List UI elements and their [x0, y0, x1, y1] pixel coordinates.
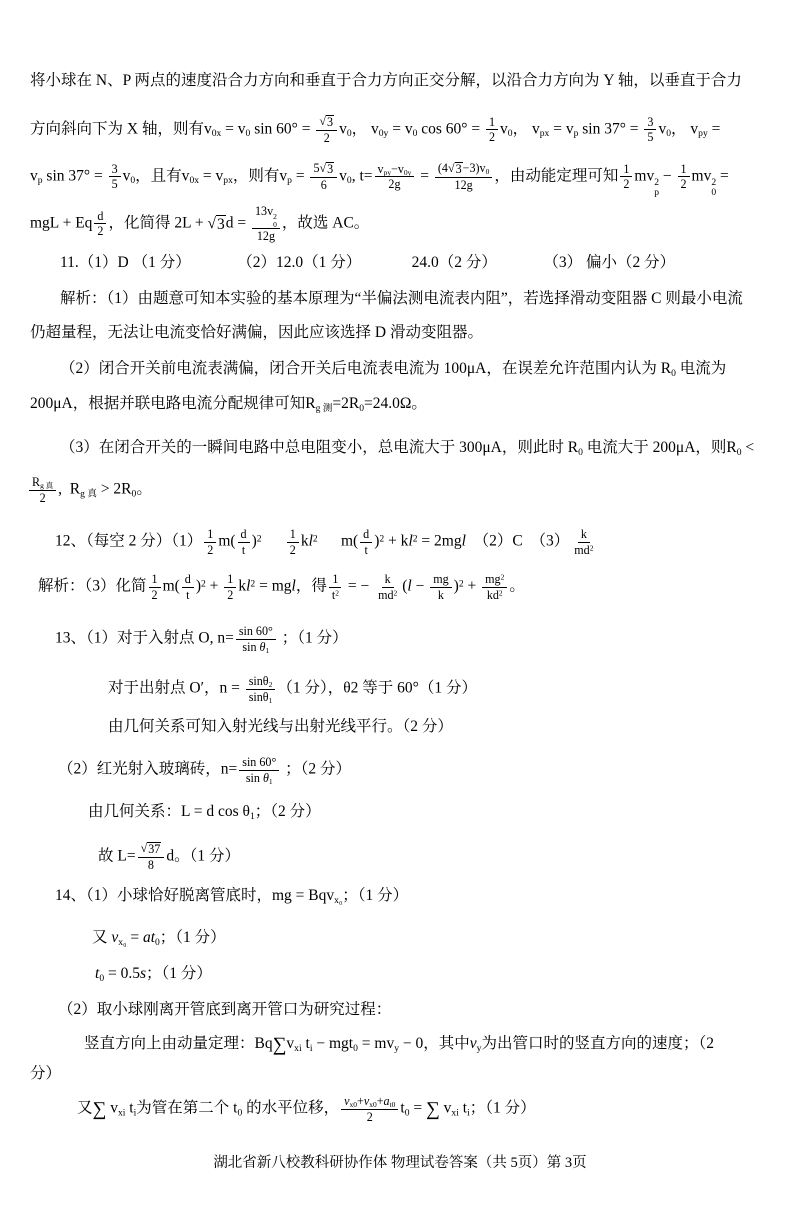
doc-line: （2）闭合开关前电流表满偏，闭合开关后电流表电流为 100μA，在误差允许范围内认为 $R_0$ 电流为	[60, 360, 727, 379]
doc-line: （2）红光射入玻璃砖，n= $\frac{\sin 60^\circ}{\sin \theta_1}$ ；（2 分）	[58, 755, 352, 786]
doc-line: 仍超量程，无法让电流变恰好满偏，因此应该选择 D 滑动变阻器。	[30, 324, 483, 341]
doc-line: 故 L= √ 37 8 d。（1 分）	[98, 841, 240, 872]
doc-line: 13、（1）对于入射点 O, n= $\frac{\sin 60^\circ}{\sin \theta_1}$ ；（1 分）	[55, 624, 348, 655]
doc-line: 将小球在 N、P 两点的速度沿合力方向和垂直于合力方向正交分解，以沿合力方向为 Y 轴，以垂直于合力	[30, 72, 742, 89]
doc-line: 分）	[30, 1065, 62, 1082]
doc-line: 竖直方向上由动量定理：$Bq\sum v_{xi}$ $t_i - mgt_0 = mv_y - 0$，其中$v_y$为出管口时的竖直方向的速度；（2	[84, 1034, 714, 1056]
doc-line: 解析：（3）化简 $\frac{1}{2}$ m( $\frac{d}{t}$ )$^2$ + $\frac{1}{2}$ $kl^2$ = mgl，得 $\frac{1}{t^2}$ = − $\frac{k}{md^2}$ (l − $\frac{mg}{k}$ )$^2$ + $\frac{mg^2}{kd^2}$ 。	[38, 572, 525, 602]
doc-line: $\frac{R_{g 真}}{2}$ , $R_{g 真} > 2R_0$。	[27, 475, 152, 505]
doc-line: 12、（每空 2 分）（1） $\frac{1}{2}$ m( $\frac{d}{t}$ )$^2$ $\frac{1}{2}$ $kl^2$ m( $\frac{d}{t}$ )$^2 + kl^2 = 2mgl$ （2）C （3） $\frac{k}{md^2}$	[55, 527, 594, 557]
doc-line: 又∑ $v_{xi}$ $t_i$为管在第二个 $t_0$ 的水平位移， $\frac{v_{x0}+v_{x0}+a_{t0}}{2}$ $t_0$ = ∑ $v_{xi}$ $t_i$；（1 分）	[77, 1094, 536, 1124]
doc-line: 方向斜向下为 X 轴，则有$v_{0x} = v_0$ sin 60° = √ 3 2 $v_0$， $v_{0y} = v_0$ cos 60° = $\frac{1}{2}$ $v_0$， $v_{px} = v_p$ sin 37° = $\frac{3}{5}$ $v_0$， $v_{py}$ =	[30, 114, 721, 145]
doc-line: 由几何关系可知入射光线与出射光线平行。（2 分）	[108, 718, 453, 735]
doc-line: （3）在闭合开关的一瞬间电路中总电阻变小，总电流大于 300μA，则此时 $R_0$ 电流大于 200μA，则$R_0$ <	[60, 439, 755, 458]
doc-line: 14、（1）小球恰好脱离管底时，mg = Bqv$_{x_0}$；（1 分）	[55, 887, 409, 906]
doc-line: 对于出射点 O′，n = $\frac{\sin\theta_2}{\sin\theta_1}$ （1 分），θ2 等于 60°（1 分）	[108, 674, 477, 705]
doc-line: 200μA，根据并联电路电流分配规律可知$R_{g 测}=2R_0=24.0\Omega$。	[30, 395, 427, 414]
doc-line: $v_p$ sin 37° = $\frac{3}{5}$ $v_0$，且有$v_{0x} = v_{px}$，则有$v_p$ = 5 √ 3 6 $v_0$, t= $\frac{v_{py}-v_{0y}}{2g}$ = (4 √ 3 $-3)v_0$ 12g ，由动能定理可知 $\frac{1}{2}$ mv 2 p − $\frac{1}{2}$ mv 2 0 =	[30, 161, 729, 199]
doc-line: （2）取小球刚离开管底到离开管口为研究过程：	[58, 1001, 392, 1018]
doc-line: $t_0 = 0.5s$；（1 分）	[95, 965, 212, 984]
doc-line: 由几何关系：L = d $\cos \theta_1$；（2 分）	[88, 803, 321, 822]
doc-line: 11.（1）D （1 分） （2）12.0（1 分） 24.0（2 分） （3） 偏小（2 分）	[60, 254, 676, 271]
page-footer: 湖北省新八校教科研协作体 物理试卷答案（共 5页）第 3页	[213, 1155, 587, 1171]
doc-line: 又 $v_{x_0} = at_0$；（1 分）	[92, 929, 226, 948]
doc-line: 解析：（1）由题意可知本实验的基本原理为“半偏法测电流表内阻”，若选择滑动变阻器 C 则最小电流	[60, 290, 743, 307]
doc-line: mgL + Eq $\frac{d}{2}$ ，化简得 2L + √ 3 d = 13v 2 0 12g ，故选 AC。	[30, 204, 370, 244]
